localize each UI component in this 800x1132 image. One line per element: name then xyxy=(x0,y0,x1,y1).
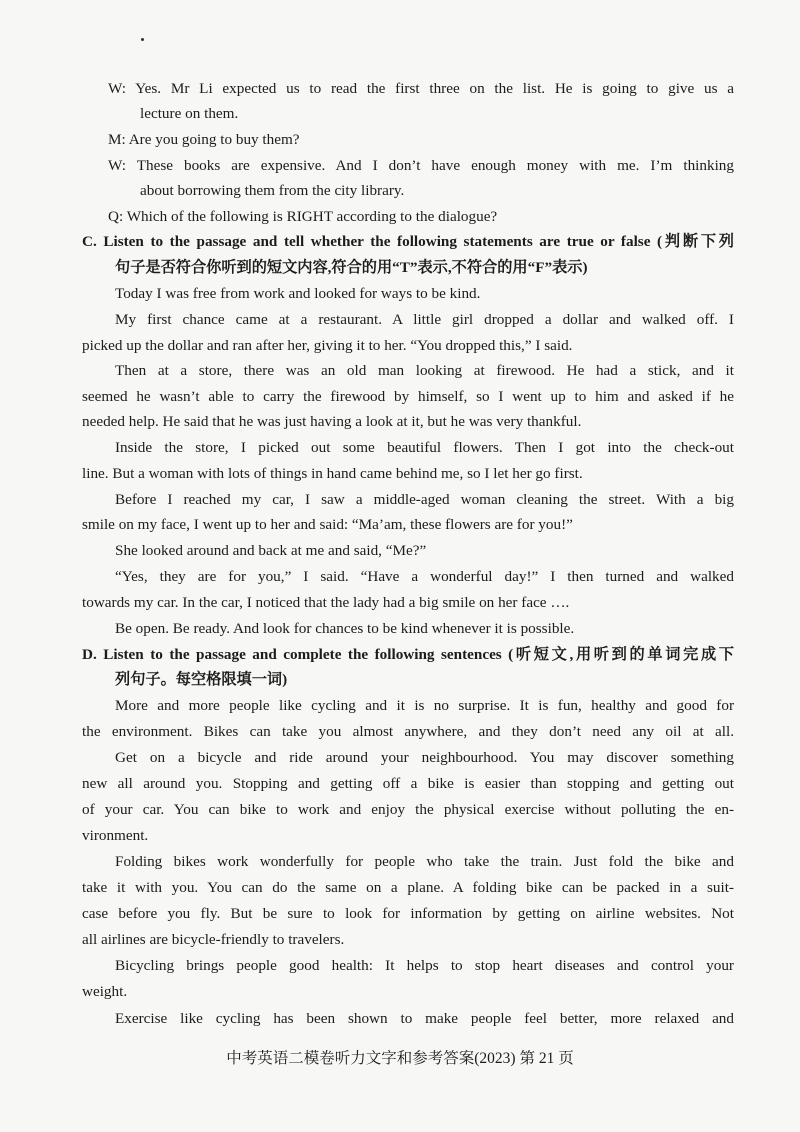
section-c-title: 句子是否符合你听到的短文内容,符合的用“T”表示,不符合的用“F”表示) xyxy=(115,259,588,276)
dialogue-line: M: Are you going to buy them? xyxy=(108,131,300,148)
paragraph-line: Folding bikes work wonderfully for people who take the train. Just fold the bike and xyxy=(115,853,734,870)
paragraph-line: new all around you. Stopping and getting off a bike is easier than stopping and getting out xyxy=(82,775,734,792)
paragraph-line: My first chance came at a restaurant. A little girl dropped a dollar and walked off. I xyxy=(115,311,734,328)
paragraph-line: More and more people like cycling and it is no surprise. It is fun, healthy and good for xyxy=(115,697,734,714)
paragraph-line: seemed he wasn’t able to carry the firewood by himself, so I went up to him and asked if he xyxy=(82,388,734,405)
paragraph-line: the environment. Bikes can take you almost anywhere, and they don’t need any oil at all. xyxy=(82,723,734,740)
paragraph-line: smile on my face, I went up to her and said: “Ma’am, these flowers are for you!” xyxy=(82,516,573,533)
paragraph-line: Before I reached my car, I saw a middle-aged woman cleaning the street. With a big xyxy=(115,491,734,508)
paragraph-line: She looked around and back at me and said, “Me?” xyxy=(115,542,427,559)
paragraph-line: Bicycling brings people good health: It helps to stop heart diseases and control your xyxy=(115,957,734,974)
speck-mark xyxy=(141,38,144,41)
dialogue-question: Q: Which of the following is RIGHT according to the dialogue? xyxy=(108,208,498,225)
paragraph-line: Exercise like cycling has been shown to make people feel better, more relaxed and xyxy=(115,1010,734,1027)
paragraph-line: Today I was free from work and looked for ways to be kind. xyxy=(115,285,481,302)
section-d-title: D. Listen to the passage and complete the following sentences (听短文,用听到的单词完成下 xyxy=(82,646,734,663)
section-d-title: 列句子。每空格限填一词) xyxy=(115,671,288,688)
paragraph-line: of your car. You can bike to work and enjoy the physical exercise without polluting the en- xyxy=(82,801,734,818)
paragraph-line: Inside the store, I picked out some beautiful flowers. Then I got into the check-out xyxy=(115,439,734,456)
paragraph-line: “Yes, they are for you,” I said. “Have a wonderful day!” I then turned and walked xyxy=(115,568,734,585)
dialogue-line: W: These books are expensive. And I don’t have enough money with me. I’m thinking xyxy=(108,157,734,174)
paragraph-line: towards my car. In the car, I noticed that the lady had a big smile on her face …. xyxy=(82,594,570,611)
dialogue-line: lecture on them. xyxy=(140,105,239,122)
section-c-title: C. Listen to the passage and tell whether the following statements are true or false (判断下列 xyxy=(82,233,734,250)
paragraph-line: case before you fly. But be sure to look for information by getting on airline websites. Not xyxy=(82,905,734,922)
dialogue-line: about borrowing them from the city library. xyxy=(140,182,405,199)
dialogue-line: W: Yes. Mr Li expected us to read the first three on the list. He is going to give us a xyxy=(108,80,734,97)
paragraph-line: needed help. He said that he was just having a look at it, but he was very thankful. xyxy=(82,413,582,430)
paragraph-line: line. But a woman with lots of things in hand came behind me, so I let her go first. xyxy=(82,465,583,482)
paragraph-line: all airlines are bicycle-friendly to travelers. xyxy=(82,931,345,948)
paragraph-line: take it with you. You can do the same on a plane. A folding bike can be packed in a suit- xyxy=(82,879,734,896)
page-footer: 中考英语二模卷听力文字和参考答案(2023) 第 21 页 xyxy=(226,1050,574,1067)
paragraph-line: Then at a store, there was an old man looking at firewood. He had a stick, and it xyxy=(115,362,734,379)
paragraph-line: Get on a bicycle and ride around your neighbourhood. You may discover something xyxy=(115,749,734,766)
paragraph-line: weight. xyxy=(82,983,128,1000)
paragraph-line: picked up the dollar and ran after her, giving it to her. “You dropped this,” I said. xyxy=(82,337,573,354)
paragraph-line: Be open. Be ready. And look for chances to be kind whenever it is possible. xyxy=(115,620,575,637)
paragraph-line: vironment. xyxy=(82,827,149,844)
